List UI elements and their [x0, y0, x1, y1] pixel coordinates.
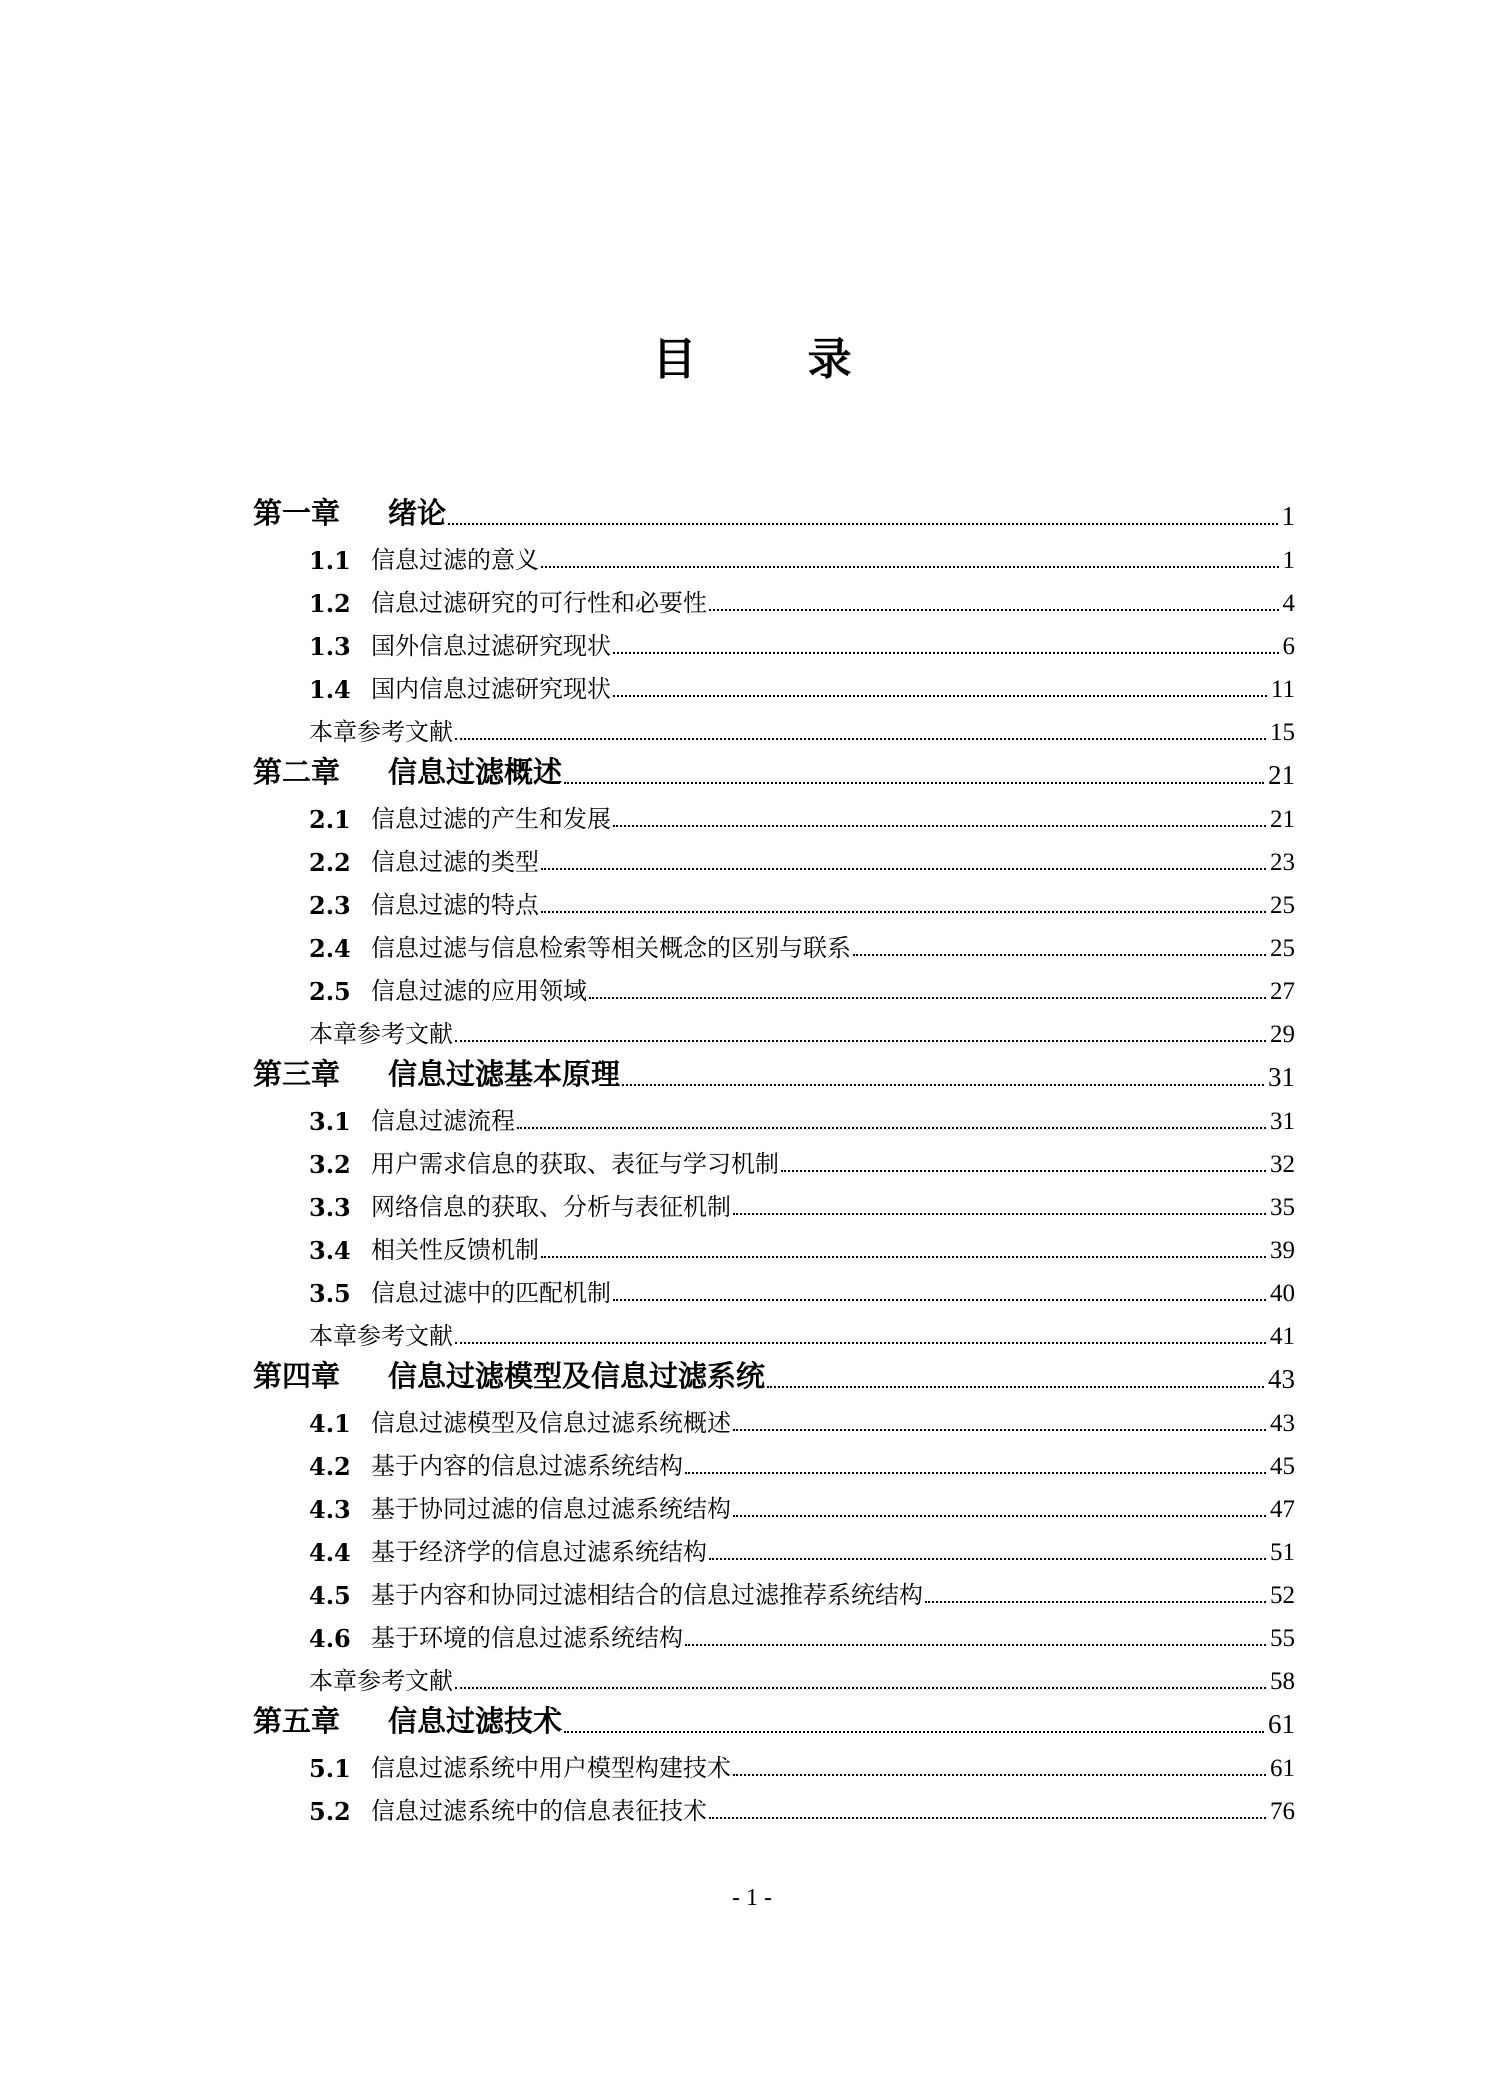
toc-references-entry[interactable] [253, 1308, 1295, 1351]
dot-leader [517, 1126, 1266, 1129]
dot-leader [733, 1514, 1266, 1517]
toc-section-entry[interactable] [253, 834, 1295, 877]
entry-title: 国内信息过滤研究现状 [371, 675, 611, 703]
dot-leader [613, 694, 1267, 697]
dot-leader [541, 910, 1266, 913]
entry-title: 信息过滤技术 [388, 1704, 563, 1738]
section-number: 1.1 [309, 546, 351, 575]
section-number: 2.5 [309, 977, 351, 1006]
toc-section-entry[interactable] [253, 1481, 1295, 1524]
section-number: 2.2 [309, 848, 351, 877]
toc-references-entry[interactable] [253, 1653, 1295, 1696]
toc-chapter-entry[interactable] [253, 747, 1295, 791]
entry-page-number: 61 [1268, 1709, 1295, 1739]
entry-title: 信息过滤模型及信息过滤系统 [388, 1359, 766, 1393]
entry-title: 信息过滤基本原理 [388, 1057, 621, 1091]
toc-section-entry[interactable] [253, 1740, 1295, 1783]
dot-leader [613, 824, 1266, 827]
toc-references-entry[interactable] [253, 1006, 1295, 1049]
toc-section-entry[interactable] [253, 1438, 1295, 1481]
chapter-number: 第五章 [253, 1704, 341, 1738]
entry-title: 信息过滤系统中的信息表征技术 [371, 1797, 707, 1825]
toc-section-entry[interactable] [253, 1567, 1295, 1610]
dot-leader [733, 1212, 1266, 1215]
entry-page-number: 21 [1270, 806, 1295, 833]
dot-leader [767, 1385, 1264, 1388]
entry-title: 信息过滤与信息检索等相关概念的区别与联系 [371, 934, 851, 962]
section-number: 3.5 [309, 1279, 351, 1308]
entry-title: 用户需求信息的获取、表征与学习机制 [371, 1150, 779, 1178]
entry-title: 信息过滤研究的可行性和必要性 [371, 589, 707, 617]
toc-section-entry[interactable] [253, 532, 1295, 575]
entry-page-number: 25 [1270, 935, 1295, 962]
entry-page-number: 41 [1270, 1323, 1295, 1350]
entry-page-number: 32 [1270, 1151, 1295, 1178]
entry-page-number: 4 [1282, 590, 1295, 617]
entry-page-number: 40 [1270, 1280, 1295, 1307]
entry-page-number: 43 [1270, 1410, 1295, 1437]
toc-section-entry[interactable] [253, 1395, 1295, 1438]
toc-section-entry[interactable] [253, 791, 1295, 834]
dot-leader [613, 651, 1279, 654]
entry-title: 基于环境的信息过滤系统结构 [371, 1624, 683, 1652]
entry-page-number: 6 [1282, 633, 1295, 660]
chapter-number: 第四章 [253, 1359, 341, 1393]
entry-title: 本章参考文献 [309, 1667, 453, 1695]
entry-title: 本章参考文献 [309, 1020, 453, 1048]
entry-page-number: 23 [1270, 849, 1295, 876]
page-title: 目 录 [652, 334, 900, 385]
entry-title: 基于协同过滤的信息过滤系统结构 [371, 1495, 731, 1523]
toc-section-entry[interactable] [253, 1524, 1295, 1567]
entry-page-number: 31 [1268, 1062, 1295, 1092]
entry-page-number: 52 [1270, 1582, 1295, 1609]
dot-leader [455, 1039, 1266, 1042]
entry-page-number: 11 [1270, 676, 1295, 703]
entry-title: 基于内容和协同过滤相结合的信息过滤推荐系统结构 [371, 1581, 923, 1609]
toc-section-entry[interactable] [253, 575, 1295, 618]
toc-section-entry[interactable] [253, 963, 1295, 1006]
section-number: 1.2 [309, 589, 351, 618]
entry-title: 信息过滤流程 [371, 1107, 515, 1135]
entry-title: 信息过滤的应用领域 [371, 977, 587, 1005]
toc-section-entry[interactable] [253, 1222, 1295, 1265]
dot-leader [541, 1255, 1266, 1258]
chapter-number: 第三章 [253, 1057, 341, 1091]
dot-leader [709, 1816, 1266, 1819]
dot-leader [685, 1643, 1266, 1646]
dot-leader [622, 1083, 1264, 1086]
entry-page-number: 27 [1270, 978, 1295, 1005]
dot-leader [448, 522, 1277, 525]
dot-leader [733, 1428, 1266, 1431]
entry-page-number: 1 [1281, 501, 1295, 531]
toc-chapter-entry[interactable] [253, 1696, 1295, 1740]
section-number: 4.5 [309, 1581, 351, 1610]
entry-page-number: 58 [1270, 1668, 1295, 1695]
entry-title: 网络信息的获取、分析与表征机制 [371, 1193, 731, 1221]
section-number: 4.2 [309, 1452, 351, 1481]
section-number: 4.3 [309, 1495, 351, 1524]
toc-section-entry[interactable] [253, 920, 1295, 963]
dot-leader [455, 1686, 1266, 1689]
entry-title: 信息过滤的意义 [371, 546, 539, 574]
entry-title: 绪论 [388, 496, 447, 530]
dot-leader [925, 1600, 1266, 1603]
entry-page-number: 61 [1270, 1755, 1295, 1782]
chapter-number: 第一章 [253, 496, 341, 530]
section-number: 5.1 [309, 1754, 351, 1783]
section-number: 2.4 [309, 934, 351, 963]
dot-leader [853, 953, 1266, 956]
entry-title: 相关性反馈机制 [371, 1236, 539, 1264]
section-number: 3.3 [309, 1193, 351, 1222]
page-number-footer: - 1 - [732, 1885, 772, 1911]
dot-leader [455, 737, 1266, 740]
dot-leader [541, 565, 1279, 568]
dot-leader [589, 996, 1266, 999]
section-number: 4.6 [309, 1624, 351, 1653]
entry-page-number: 21 [1268, 760, 1295, 790]
entry-page-number: 31 [1270, 1108, 1295, 1135]
toc-section-entry[interactable] [253, 1610, 1295, 1653]
section-number: 4.1 [309, 1409, 351, 1438]
dot-leader [709, 1557, 1266, 1560]
section-number: 5.2 [309, 1797, 351, 1826]
toc-section-entry[interactable] [253, 1179, 1295, 1222]
section-number: 3.1 [309, 1107, 351, 1136]
entry-page-number: 47 [1270, 1496, 1295, 1523]
toc-references-entry[interactable] [253, 704, 1295, 747]
toc-section-entry[interactable] [253, 1265, 1295, 1308]
toc-section-entry[interactable] [253, 661, 1295, 704]
dot-leader [455, 1341, 1266, 1344]
dot-leader [685, 1471, 1266, 1474]
entry-title: 信息过滤模型及信息过滤系统概述 [371, 1409, 731, 1437]
toc-section-entry[interactable] [253, 618, 1295, 661]
toc-chapter-entry[interactable] [253, 1351, 1295, 1395]
entry-title: 基于经济学的信息过滤系统结构 [371, 1538, 707, 1566]
entry-title: 信息过滤的特点 [371, 891, 539, 919]
section-number: 2.3 [309, 891, 351, 920]
entry-page-number: 35 [1270, 1194, 1295, 1221]
entry-title: 信息过滤中的匹配机制 [371, 1279, 611, 1307]
section-number: 1.4 [309, 675, 351, 704]
chapter-number: 第二章 [253, 755, 341, 789]
entry-page-number: 29 [1270, 1021, 1295, 1048]
section-number: 3.2 [309, 1150, 351, 1179]
entry-page-number: 45 [1270, 1453, 1295, 1480]
entry-page-number: 76 [1270, 1798, 1295, 1825]
dot-leader [541, 867, 1266, 870]
toc-chapter-entry[interactable] [253, 1049, 1295, 1093]
toc-section-entry[interactable] [253, 1783, 1295, 1826]
dot-leader [733, 1773, 1266, 1776]
entry-title: 信息过滤系统中用户模型构建技术 [371, 1754, 731, 1782]
entry-title: 本章参考文献 [309, 718, 453, 746]
toc-chapter-entry[interactable] [253, 488, 1295, 532]
section-number: 2.1 [309, 805, 351, 834]
dot-leader [564, 1730, 1264, 1733]
entry-title: 国外信息过滤研究现状 [371, 632, 611, 660]
entry-page-number: 15 [1270, 719, 1295, 746]
entry-page-number: 51 [1270, 1539, 1295, 1566]
dot-leader [781, 1169, 1266, 1172]
entry-title: 信息过滤概述 [388, 755, 563, 789]
entry-page-number: 55 [1270, 1625, 1295, 1652]
table-of-contents [253, 488, 1295, 1826]
dot-leader [564, 781, 1264, 784]
entry-title: 信息过滤的类型 [371, 848, 539, 876]
section-number: 4.4 [309, 1538, 351, 1567]
entry-title: 信息过滤的产生和发展 [371, 805, 611, 833]
entry-title: 本章参考文献 [309, 1322, 453, 1350]
section-number: 1.3 [309, 632, 351, 661]
toc-section-entry[interactable] [253, 1136, 1295, 1179]
entry-page-number: 39 [1270, 1237, 1295, 1264]
entry-page-number: 25 [1270, 892, 1295, 919]
dot-leader [709, 608, 1279, 611]
section-number: 3.4 [309, 1236, 351, 1265]
entry-page-number: 1 [1282, 547, 1295, 574]
entry-page-number: 43 [1268, 1364, 1295, 1394]
dot-leader [613, 1298, 1266, 1301]
entry-title: 基于内容的信息过滤系统结构 [371, 1452, 683, 1480]
toc-section-entry[interactable] [253, 877, 1295, 920]
toc-section-entry[interactable] [253, 1093, 1295, 1136]
